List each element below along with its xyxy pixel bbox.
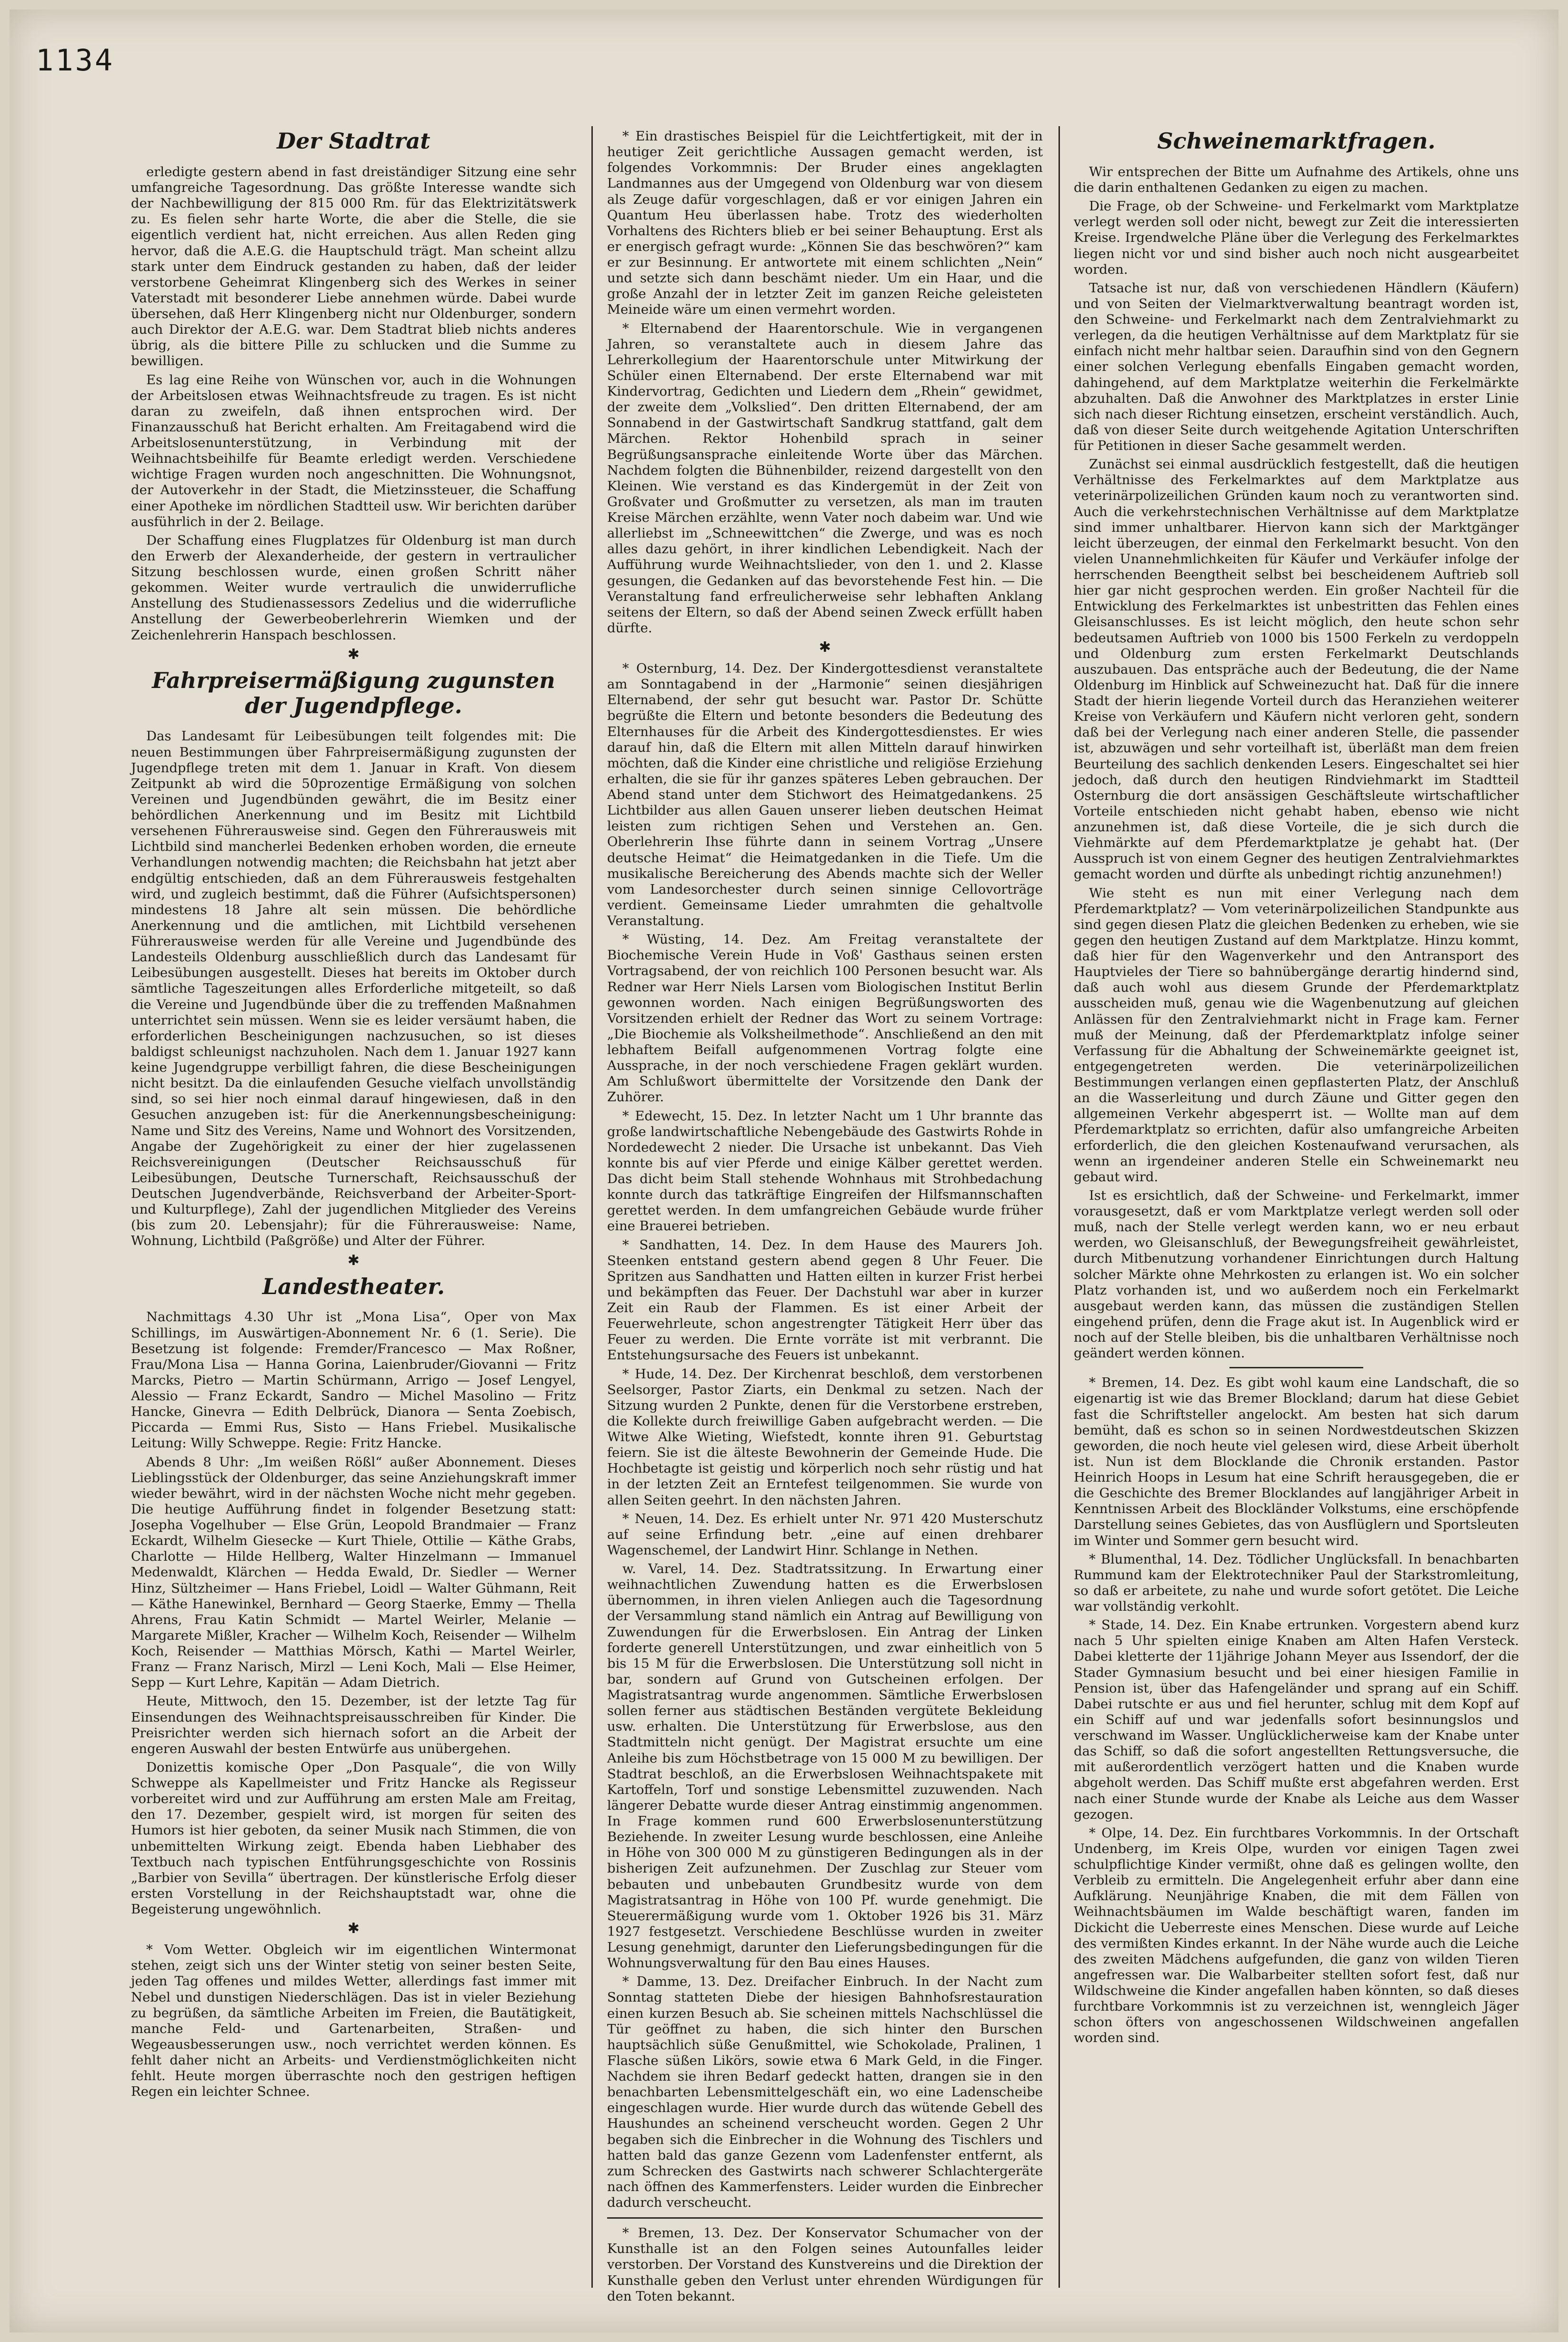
article-heading: Landestheater. bbox=[262, 1273, 445, 1299]
column-rule bbox=[1059, 126, 1060, 2288]
column-3 bbox=[1074, 129, 1519, 2281]
article-paragraph: * Stade, 14. Dez. Ein Knabe ertrunken. Vorgestern abend kurz nach 5 Uhr spielten einige Knaben am Alten Hafen Versteck. Dabei kletterte der 11jährige Johann Meyer aus Issendorf, der die Stader Gymnasium besucht und bei einer hiesigen Familie in Pension ist, über das Hafengeländer und sprang auf ein Schiff. Dabei rutschte er aus und fiel herunter, schlug mit dem Kopf auf ein Schiff auf und war jedenfalls sofort besinnungslos und verschwand im Wasser. Unglücklicherweise kam der Knabe unter das Schiff, so daß die sofort angestellten Rettungsversuche, die mit außerordentlich verzögert hatten und die Knaben wurde abgeholt werden. Das Schiff mußte erst abgefahren werden. Erst nach einer Stunde wurde der Knabe als Leiche aus dem Wasser gezogen. bbox=[1074, 1617, 1519, 1822]
article-paragraph: Das Landesamt für Leibesübungen teilt folgendes mit: Die neuen Bestimmungen über Fahrpreisermäßigung zugunsten der Jugendpflege treten mit dem 1. Januar in Kraft. Von diesem Zeitpunkt ab wird die 50prozentige Ermäßigung von solchen Vereinen und Jugendbünden gewährt, die im Besitz einer behördlichen Anerkennung und im Besitz mit Lichtbild versehenen Führerausweise sind. Gegen den Führerausweis mit Lichtbild sind mancherlei Bedenken erhoben worden, die erneute Verhandlungen notwendig machten; die Reichsbahn hat jetzt aber endgültig entschieden, daß an dem Führerausweis festgehalten wird, und zugleich bestimmt, daß die Führer (Aufsichtspersonen) mindestens 18 Jahre alt sein müssen. Die behördliche Anerkennung und die amtlichen, mit Lichtbild versehenen Führerausweise werden für alle Vereine und Jugendbünde des Landesteils Oldenburg ausschließlich durch das Landesamt für Leibesübungen ausgestellt. Dieses hat bereits im Oktober durch sämtliche Tageszeitungen alles Erforderliche mitgeteilt, so daß die Vereine und Jugendbünde über die zu treffenden Maßnahmen unterrichtet sein müssen. Wenn sie es leider versäumt haben, die erforderlichen Bescheinigungen nachzusuchen, so ist dieses baldigst schleunigst nachzuholen. Nach dem 1. Januar 1927 kann keine Jugendgruppe verbilligt fahren, die diese Bescheinigungen nicht besitzt. Da die einlaufenden Gesuche vielfach unvollständig sind, so sei hier noch einmal darauf hingewiesen, daß in den Gesuchen anzugeben ist: für die Anerkennungsbescheinigung: Name und Sitz des Vereins, Name und Wohnort des Vorsitzenden, Angabe der Zugehörigkeit zu einer der hier zugelassenen Reichsvereinigungen (Deutscher Reichsausschuß für Leibesübungen, Deutsche Turnerschaft, Reichsausschuß der Deutschen Jugendverbände, Reichsverband der Arbeiter-Sport- und Kulturpflege), Zahl der jugendlichen Mitglieder des Vereins (bis zum 20. Lebensjahr); für die Führerausweise: Name, Wohnung, Lichtbild (Paßgröße) und Alter der Führer. bbox=[131, 728, 576, 1249]
article-paragraph: Nachmittags 4.30 Uhr ist „Mona Lisa“, Oper von Max Schillings, im Auswärtigen-Abonnement Nr. 6 (1. Serie). Die Besetzung ist folgende: Fremder/Francesco — Max Roßner, Frau/Mona Lisa — Hanna Gorina, Laienbruder/Giovanni — Fritz Marcks, Pietro — Martin Schürmann, Arrigo — Josef Lengyel, Alessio — Franz Eckardt, Sandro — Michel Masolino — Fritz Hancke, Ginevra — Edith Delbrück, Dianora — Senta Zoebisch, Piccarda — Emmi Rus, Sisto — Hans Friebel. Musikalische Leitung: Willy Schweppe. Regie: Fritz Hancke. bbox=[131, 1309, 576, 1451]
article-paragraph: Es lag eine Reihe von Wünschen vor, auch in die Wohnungen der Arbeitslosen etwas Weihnachtsfreude zu tragen. Es ist nicht daran zu zweifeln, daß ihnen entsprochen wird. Der Finanzausschuß hat Bericht erhalten. Am Freitagabend wird die Arbeitslosenunterstützung, in Verbindung mit der Weihnachtsbeihilfe für Beamte erledigt werden. Verschiedene wichtige Fragen wurden noch angeschnitten. Die Wohnungsnot, der Autoverkehr in der Stadt, die Mietzinssteuer, die Schaffung einer Apotheke im nördlichen Stadtteil usw. Wir berichten darüber ausführlich in der 2. Beilage. bbox=[131, 372, 576, 529]
article-paragraph: Wie steht es nun mit einer Verlegung nach dem Pferdemarktplatz? — Vom veterinärpolizeilichen Standpunkte aus sind gegen diesen Platz die gleichen Bedenken zu erheben, wie sie gegen den heutigen Zustand auf dem Marktplatze. Hinzu kommt, daß hier für den Wagenverkehr und den Antransport des Hauptvieles der Tiere so bahnübergänge derartig hindernd sind, daß auch wohl aus diesem Grunde der Pferdemarktplatz ausscheiden muß, genau wie die Wagenbenutzung auf gleichen Anlässen für den Zentralviehmarkt nicht in Frage kam. Ferner muß der Meinung, daß der Pferdemarktplatz infolge seiner Verfassung für die Abhaltung der Schweinemärkte geeignet ist, entgegengetreten werden. Die veterinärpolizeilichen Bestimmungen verlangen einen gepflasterten Platz, der Anschluß an die Wasserleitung und durch Zäune und Gitter gegen den allgemeinen Verkehr abgesperrt ist. — Wollte man auf dem Pferdemarktplatz so errichten, dafür also umfangreiche Arbeiten erforderlich, die den gleichen Kostenaufwand verursachen, als wenn an irgendeiner anderen Stelle ein Schweinemarkt neu gebaut wird. bbox=[1074, 885, 1519, 1185]
section-separator: ✱ bbox=[347, 1252, 360, 1269]
article-paragraph: * Edewecht, 15. Dez. In letzter Nacht um 1 Uhr brannte das große landwirtschaftliche Nebengebäude des Gastwirts Rohde in Nordedewecht 2 nieder. Die Ursache ist unbekannt. Das Vieh konnte bis auf vier Pferde und einige Kälber gerettet werden. Das dicht beim Stall stehende Wohnhaus mit Strohbedachung konnte durch das tatkräftige Eingreifen der Hilfsmannschaften gerettet werden. In dem umfangreichen Gebäude wurde früher eine Brauerei betrieben. bbox=[607, 1108, 1043, 1234]
article-paragraph: Heute, Mittwoch, den 15. Dezember, ist der letzte Tag für Einsendungen des Weihnachtspreisausschreiben für Kinder. Die Preisrichter werden sich hiernach sofort an die Arbeit der engeren Auswahl der besten Entwürfe aus unübergehen. bbox=[131, 1694, 576, 1756]
article-paragraph: * Damme, 13. Dez. Dreifacher Einbruch. In der Nacht zum Sonntag statteten Diebe der hiesigen Bahnhofsrestauration einen kurzen Besuch ab. Sie scheinen mittels Nachschlüssel die Tür geöffnet zu haben, die sich hinter den Burschen hauptsächlich süße Genußmittel, wie Schokolade, Pralinen, 1 Flasche süßen Likörs, sowie etwa 6 Mark Geld, in die Finger. Nachdem sie ihren Bedarf gedeckt hatten, drangen sie in den benachbarten Lebensmittelgeschäft ein, wo eine Ladenscheibe eingeschlagen wurde. Hier wurde durch das wütende Gebell des Haushundes an scheinend verscheucht worden. Gegen 2 Uhr begaben sich die Einbrecher in die Wohnung des Tischlers und hatten bald das ganze Gezenn vom Ladenfenster entfernt, als zum Schrecken des Gastwirts nach schwerer Schlachtergeräte nach öffnen des Kammerfensters. Leider wurden die Einbrecher dadurch verscheucht. bbox=[607, 1974, 1043, 2210]
article-paragraph: Die Frage, ob der Schweine- und Ferkelmarkt vom Marktplatze verlegt werden soll oder nicht, bewegt zur Zeit die interessierten Kreise. Irgendwelche Pläne über die Verlegung des Ferkelmarktes liegen nicht vor und sind bisher auch noch nicht ausgearbeitet worden. bbox=[1074, 199, 1519, 277]
article-paragraph: * Sandhatten, 14. Dez. In dem Hause des Maurers Joh. Steenken entstand gestern abend gegen 8 Uhr Feuer. Die Spritzen aus Sandhatten und Hatten eilten in kurzer Frist herbei und bekämpften das Feuer. Der Dachstuhl war aber in kurzer Zeit ein Raub der Flammen. Es ist einer Arbeit der Feuerwehrleute, schon angestrengter Tätigkeit Herr über das Feuer zu werden. Die Ernte vorräte ist mit verbrannt. Die Entstehungsursache des Feuers ist unbekannt. bbox=[607, 1237, 1043, 1363]
divider-line bbox=[1229, 1367, 1363, 1368]
section-separator: ✱ bbox=[347, 646, 360, 663]
article-paragraph: * Ein drastisches Beispiel für die Leichtfertigkeit, mit der in heutiger Zeit gerichtliche Aussagen gemacht werden, ist folgendes Vorkommnis: Der Bruder eines angeklagten Landmannes aus der Umgegend von Oldenburg war von diesem als Zeuge dafür vorgeschlagen, daß er vor einigen Jahren ein Quantum Heu überlassen habe. Trotz des wiederholten Vorhaltens des Richters blieb er bei seiner Behauptung. Erst als er energisch gefragt wurde: „Können Sie das beschwören?“ kam er zur Besinnung. Er antwortete mit einem schlichten „Nein“ und setzte sich dann beschämt nieder. Um ein Haar, und die große Anzahl der in letzter Zeit im ganzen Reiche geleisteten Meineide wäre um einen vermehrt worden. bbox=[607, 129, 1043, 318]
article-paragraph: Tatsache ist nur, daß von verschiedenen Händlern (Käufern) und von Seiten der Vielmarktverwaltung beantragt worden ist, den Schweine- und Ferkelmarkt nach dem Zentralviehmarkt zu verlegen, da die heutigen Verhältnisse auf dem Marktplatz für sie einfach nicht mehr haltbar seien. Daraufhin sind von den Gegnern einer solchen Verlegung ebenfalls Eingaben gemacht worden, dahingehend, auf dem Marktplatze weiterhin die Ferkelmärkte abzuhalten. Daß die Anwohner des Marktplatzes in erster Linie sich nach dieser Richtung einsetzen, erscheint verständlich. Auch, daß von dieser Seite durch weitgehende Agitation Unterschriften für Petitionen in dieser Sache gesammelt werden. bbox=[1074, 280, 1519, 454]
newspaper-page bbox=[10, 10, 1558, 2332]
page-number: 1134 bbox=[36, 43, 115, 78]
article-paragraph: w. Varel, 14. Dez. Stadtratssitzung. In Erwartung einer weihnachtlichen Zuwendung hatten es die Erwerbslosen übernommen, in ihren vielen Anliegen auch die Tagesordnung der Versammlung stand nämlich ein Antrag auf Bewilligung von Zuwendungen für die Erwerbslosen. Ein Antrag der Linken forderte generell Unterstützungen, und zwar einheitlich von 5 bis 15 M für die Erwerbslosen. Die Unterstützung soll nicht in bar, sondern auf Grund von Gutscheinen erfolgen. Der Magistratsantrag wurde angenommen. Sämtliche Erwerbslosen sollen ferner aus städtischen Beständen vergütete Bekleidung usw. erhalten. Die Unterstützung für Erwerbslose, aus den Stadtmitteln nicht genügt. Der Magistrat ersuchte um eine Anleihe bis zum Höchstbetrage von 15 000 M zu bewilligen. Der Stadtrat beschloß, an die Erwerbslosen Weihnachtspakete mit Kartoffeln, Torf und sonstige Lebensmittel zuzuwenden. Nach längerer Debatte wurde dieser Antrag einstimmig angenommen. In Frage kommen rund 600 Erwerbslosenunterstützung Beziehende. In zweiter Lesung wurde beschlossen, eine Anleihe in Höhe von 300 000 M zu günstigeren Bedingungen als in der bisherigen Zeit aufzunehmen. Der Zuschlag zur Steuer vom bebauten und unbebauten Grundbesitz wurde von dem Magistratsantrag in Höhe von 100 Pf. wurde genehmigt. Die Steuerermäßigung wurde vom 1. Oktober 1926 bis 31. März 1927 festgesetzt. Verschiedene Beschlüsse wurden in zweiter Lesung genehmigt, darunter den Lieferungsbedingungen für die Wohnungsverwaltung für den Bau eines Hauses. bbox=[607, 1561, 1043, 1971]
article-paragraph: * Elternabend der Haarentorschule. Wie in vergangenen Jahren, so veranstaltete auch in diesem Jahre das Lehrerkollegium der Haarentorschule unter Mitwirkung der Schüler einen Elternabend. Der erste Elternabend war mit Kindervortrag, Gedichten und Liedern dem „Rhein“ gewidmet, der zweite dem „Volkslied“. Den dritten Elternabend, der am Sonnabend in der Gastwirtschaft Sandkrug stattfand, galt dem Märchen. Rektor Hohenbild sprach in seiner Begrüßungsansprache einleitende Worte über das Märchen. Nachdem folgten die Bühnenbilder, reizend dargestellt von den Kleinen. Wie verstand es das Kindergemüt in der Zeit von Großvater und Großmutter zu versetzen, als man im trauten Kreise Märchen erzählte, wenn Vater noch dabeim war. Und wie allerliebst im „Schneewittchen“ die Zwerge, und was es noch alles dazu gehört, in ihrer kindlichen Lebendigkeit. Nach der Aufführung wurde Weihnachtslieder, von den 1. und 2. Klasse gesungen, die Gedanken auf das bevorstehende Fest hin. — Die Veranstaltung fand erfreulicherweise sehr lebhaften Anklang seitens der Eltern, so daß der Abend seinen Zweck erfüllt haben dürfte. bbox=[607, 320, 1043, 636]
article-heading: Der Stadtrat bbox=[277, 128, 430, 154]
article-paragraph: * Neuen, 14. Dez. Es erhielt unter Nr. 971 420 Musterschutz auf seine Erfindung betr. „eine auf einen drehbarer Wagenschemel, der Landwirt Hinr. Schlange in Nethen. bbox=[607, 1511, 1043, 1558]
article-heading: Fahrpreisermäßigung zugunsten der Jugendpflege. bbox=[152, 667, 555, 718]
article-paragraph: * Hude, 14. Dez. Der Kirchenrat beschloß, dem verstorbenen Seelsorger, Pastor Ziarts, ein Denkmal zu setzen. Nach der Sitzung wurden 2 Punkte, denen für die Verstorbene erstreben, die Kollekte durch freiwillige Gaben aufgebracht werden. — Die Witwe Alke Wieting, Wiefstedt, konnte ihren 91. Geburtstag feiern. Sie ist die älteste Bewohnerin der Gemeinde Hude. Die Hochbetagte ist geistig und körperlich noch sehr rüstig und hat in der letzten Zeit an Erntefest teilgenommen. Sie wurde von allen Seiten geehrt. In den nächsten Jahren. bbox=[607, 1366, 1043, 1508]
article-paragraph: Der Schaffung eines Flugplatzes für Oldenburg ist man durch den Erwerb der Alexanderheide, der gestern in vertraulicher Sitzung beschlossen wurde, einen großen Schritt näher gekommen. Weiter wurde vertraulich die unwiderrufliche Anstellung des Studienassessors Zedelius und die widerrufliche Anstellung der Gewerbeoberlehrerin Wiemken und der Zeichenlehrerin Hanspach beschlossen. bbox=[131, 532, 576, 643]
article-paragraph: * Bremen, 13. Dez. Der Konservator Schumacher von der Kunsthalle ist an den Folgen seines Autounfalles leider verstorben. Der Vorstand des Kunstvereins und die Direktion der Kunsthalle geben den Verlust unter ehrenden Würdigungen für den Toten bekannt. bbox=[607, 2225, 1043, 2304]
article-paragraph: * Blumenthal, 14. Dez. Tödlicher Unglücksfall. In benachbarten Rummund kam der Elektrotechniker Paul der Starkstromleitung, so daß er arbeitete, zu nahe und wurde sofort getötet. Die Leiche war vollständig verkohlt. bbox=[1074, 1551, 1519, 1614]
column-2 bbox=[607, 129, 1043, 2304]
article-paragraph: * Osternburg, 14. Dez. Der Kindergottesdienst veranstaltete am Sonntagabend in der „Harmonie“ seinen diesjährigen Elternabend, der sehr gut besucht war. Pastor Dr. Schütte begrüßte die Eltern und betonte besonders die Bedeutung des Elternhauses für die Arbeit des Kindergottesdienstes. Er wies darauf hin, daß die Eltern mit allen Mitteln darauf hinwirken möchten, daß die Kinder eine christliche und religiöse Erziehung erhalten, die sie für ihr ganzes späteres Leben gebrauchen. Der Abend stand unter dem Stichwort des Heimatgedankens. 25 Lichtbilder aus allen Gauen unserer lieben deutschen Heimat leisten zum richtigen Sehen und Verstehen an. Gen. Oberlehrerin Ihse führte dann in seinem Vortrag „Unsere deutsche Heimat“ die Heimatgedanken in die Tiefe. Um die musikalische Bereicherung des Abends machte sich der Weller vom Landesorchester durch seinen sinnige Cellovorträge verdient. Gemeinsame Lieder umrahmten die gehaltvolle Veranstaltung. bbox=[607, 661, 1043, 928]
article-paragraph: * Olpe, 14. Dez. Ein furchtbares Vorkommnis. In der Ortschaft Undenberg, im Kreis Olpe, wurden vor einigen Tagen zwei schulpflichtige Kinder vermißt, ohne daß es gelingen wollte, den Verbleib zu ermitteln. Die Angelegenheit erfuhr aber dann eine Aufklärung. Neunjährige Knaben, die mit dem Fällen von Weihnachtsbäumen im Walde beschäftigt waren, fanden im Dickicht die Ueberreste eines Menschen. Diese wurde auf Leiche des vermißten Kindes erkannt. In der Nähe wurde auch die Leiche des zweiten Mädchens aufgefunden, die ganz von wilden Tieren angefressen war. Die Walbarbeiter stellten sofort fest, daß nur Wildschweine die Kinder angefallen haben könnten, so daß dieses furchtbare Vorkommnis ist zu verzeichnen ist, wenngleich Jäger schon öfters von angeschossenen Wildschweinen angefallen worden sind. bbox=[1074, 1825, 1519, 2046]
section-separator: ✱ bbox=[347, 1920, 360, 1937]
article-paragraph: * Bremen, 14. Dez. Es gibt wohl kaum eine Landschaft, die so eigenartig ist wie das Bremer Blockland; darum hat diese Gebiet fast die Schriftsteller angelockt. Am besten hat sich darum bemüht, daß es schon so in seinen Nordwestdeutschen Skizzen geworden, die noch heute viel gelesen wird, diese Arbeit überholt ist. Nun ist dem Blocklande die Chronik erstanden. Pastor Heinrich Hoops in Lesum hat eine Schrift herausgegeben, die er die Geschichte des Bremer Blocklandes auf langjähriger Arbeit in Kenntnissen Arbeit des Blockländer Volkstums, eine erschöpfende Darstellung seines Gebietes, das von Ausflüglern und Sportsleuten im Winter und Sommer gern besucht wird. bbox=[1074, 1375, 1519, 1548]
article-heading: Schweinemarktfragen. bbox=[1157, 128, 1436, 154]
article-paragraph: Zunächst sei einmal ausdrücklich festgestellt, daß die heutigen Verhältnisse des Ferkelmarktes auf dem Marktplatze aus veterinärpolizeilichen Gründen kaum noch zu verantworten sind. Auch die verkehrstechnischen Verhältnisse auf dem Marktplatze sind immer unhaltbarer. Hiervon kann sich der Marktgänger leicht überzeugen, der einmal den Ferkelmarkt besucht. Von den vielen Unannehmlichkeiten für Käufer und Verkäufer infolge der herrschenden Beengtheit selbst bei bescheidenem Auftrieb soll hier gar nicht gesprochen werden. Ein großer Nachteil für die Entwicklung des Ferkelmarktes ist unbestritten das Fehlen eines Gleisanschlusses. Es ist leicht möglich, den heute schon sehr bedeutsamen Auftrieb von 1000 bis 1500 Ferkeln zu verdoppeln und Oldenburg zum ersten Ferkelmarkt Deutschlands auszubauen. Das entspräche auch der Bedeutung, die der Name Oldenburg im Hinblick auf Schweinezucht hat. Daß für die innere Stadt der hierin liegende Vorteil durch das Heranziehen weiterer Kreise von Verkäufern und Käufern nicht verloren geht, sondern daß bei der Verlegung nach einer anderen Stelle, die passender ist, abzuwägen und sehr vorteilhaft ist, überläßt man dem freien Beurteilung des sachlich denkenden Lesers. Eingeschaltet sei hier jedoch, daß durch den heutigen Rindviehmarkt im Stadtteil Osternburg die dort ansässigen Geschäftsleute wirtschaftlicher Vorteile entschieden nicht gehabt haben, ebenso wie nicht anzunehmen ist, daß diese Vorteile, die je sich durch die Viehmärkte auf dem Pferdemarktplatze je gehabt hat. (Der Ausspruch ist von einem Gegner des heutigen Zentralviehmarktes gemacht worden und dürfte als unbedingt richtig anzunehmen!) bbox=[1074, 457, 1519, 882]
section-separator: ✱ bbox=[819, 639, 831, 656]
article-paragraph: Donizettis komische Oper „Don Pasquale“, die von Willy Schweppe als Kapellmeister und Fritz Hancke als Regisseur vorbereitet wird und zur Aufführung am ersten Male am Freitag, den 17. Dezember, gespielt wird, ist morgen für seiten des Humors ist hier geboten, da seiner Musik nach Stimmen, die von unbemittelten Wirkung zeigt. Ebenda haben Liebhaber des Textbuch nach typischen Entführungsgeschichte von Rossinis „Barbier von Sevilla“ übertragen. Der künstlerische Erfolg dieser ersten Vorstellung in der Reichshauptstadt war, ohne die Begeisterung ungewöhnlich. bbox=[131, 1759, 576, 1917]
article-paragraph: * Wüsting, 14. Dez. Am Freitag veranstaltete der Biochemische Verein Hude in Voß' Gasthaus seinen ersten Vortragsabend, der von reichlich 100 Personen besucht war. Als Redner war Herr Niels Larsen vom Biologischen Institut Berlin gewonnen worden. Nach einigen Begrüßungsworten des Vorsitzenden erhielt der Redner das Wort zu seinem Vortrage: „Die Biochemie als Volksheilmethode“. Anschließend an den mit lebhaftem Beifall aufgenommenen Vortrag folgte eine Aussprache, in der noch verschiedene Fragen geklärt wurden. Am Schlußwort übermittelte der Vorsitzende den Dank der Zuhörer. bbox=[607, 932, 1043, 1105]
article-paragraph: Wir entsprechen der Bitte um Aufnahme des Artikels, ohne uns die darin enthaltenen Gedanken zu eigen zu machen. bbox=[1074, 164, 1519, 196]
divider-line bbox=[607, 2217, 1043, 2219]
column-rule bbox=[591, 126, 593, 2288]
article-paragraph: Abends 8 Uhr: „Im weißen Rößl“ außer Abonnement. Dieses Lieblingsstück der Oldenburger, das seine Anziehungskraft immer wieder bewährt, wird in der nächsten Woche nicht mehr gegeben. Die heutige Aufführung findet in folgender Besetzung statt: Josepha Vogelhuber — Else Grün, Leopold Brandmaier — Franz Eckardt, Wilhelm Giesecke — Kurt Thiele, Ottilie — Käthe Grabs, Charlotte — Hilde Hellberg, Walter Hinzelmann — Immanuel Medenwaldt, Klärchen — Hedda Ewald, Dr. Siedler — Werner Hinz, Sültzheimer — Hans Friebel, Loidl — Walter Gühmann, Reit — Käthe Hanewinkel, Bernhard — Georg Staerke, Emmy — Thella Ahrens, Frau Katin Schmidt — Martel Weirler, Melanie — Margarete Mißler, Kracher — Wilhelm Koch, Reisender — Wilhelm Koch, Reisender — Matthias Mörsch, Kathi — Martel Weirler, Franz — Franz Narisch, Mirzl — Leni Koch, Mali — Else Heimer, Sepp — Kurt Lehre, Kapitän — Adam Dietrich. bbox=[131, 1454, 576, 1691]
article-paragraph: Ist es ersichtlich, daß der Schweine- und Ferkelmarkt, immer vorausgesetzt, daß er vom Marktplatze verlegt werden soll oder muß, nach der Stelle verlegt werden kann, wo er neu erbaut werden, wo Gleisanschluß, der Bewegungsfreiheit gewährleistet, durch Mitbenutzung vorhandener Einrichtungen durch Haltung solcher Märkte ohne Mehrkosten zu erlangen ist. Wo ein solcher Platz vorhanden ist, und wo außerdem noch ein Ferkelmarkt ausgebaut werden kann, das müssen die zuständigen Stellen eingehend prüfen, denn die Frage akut ist. In Augenblick wird er noch auf der Stelle bleiben, bis die unhaltbaren Verhältnisse noch geändert werden können. bbox=[1074, 1187, 1519, 1361]
article-paragraph: * Vom Wetter. Obgleich wir im eigentlichen Wintermonat stehen, zeigt sich uns der Winter stetig von seiner besten Seite, jeden Tag offenes und mildes Wetter, allerdings fast immer mit Nebel und dunstigen Niederschlägen. Das ist in vieler Beziehung zu begrüßen, da sämtliche Arbeiten im Freien, die Bautätigkeit, manche Feld- und Gartenarbeiten, Straßen- und Wegeausbesserungen usw., noch verrichtet werden können. Es fehlt daher nicht an Arbeits- und Verdienstmöglichkeiten nicht fehlt. Heute morgen überraschte noch den gestrigen heftigen Regen ein leichter Schnee. bbox=[131, 1942, 576, 2100]
article-paragraph: erledigte gestern abend in fast dreiständiger Sitzung eine sehr umfangreiche Tagesordnung. Das größte Interesse wandte sich der Nachbewilligung der 815 000 Rm. für das Elektrizitätswerk zu. Es fielen sehr harte Worte, die aber die Stelle, die sie eigentlich verdient hat, nicht erreichen. Aus allen Reden ging hervor, daß die A.E.G. die Hauptschuld trägt. Man scheint allzu stark unter dem Eindruck gestanden zu haben, daß der leider verstorbene Geheimrat Klingenberg sich des Werkes in seiner Vaterstadt mit besonderer Liebe annehmen würde. Dabei wurde übersehen, daß Herr Klingenberg nicht nur Oldenburger, sondern auch Direktor der A.E.G. war. Dem Stadtrat blieb nichts anderes übrig, als die bittere Pille zu schlucken und die Summe zu bewilligen. bbox=[131, 164, 576, 369]
column-1 bbox=[131, 129, 576, 2281]
